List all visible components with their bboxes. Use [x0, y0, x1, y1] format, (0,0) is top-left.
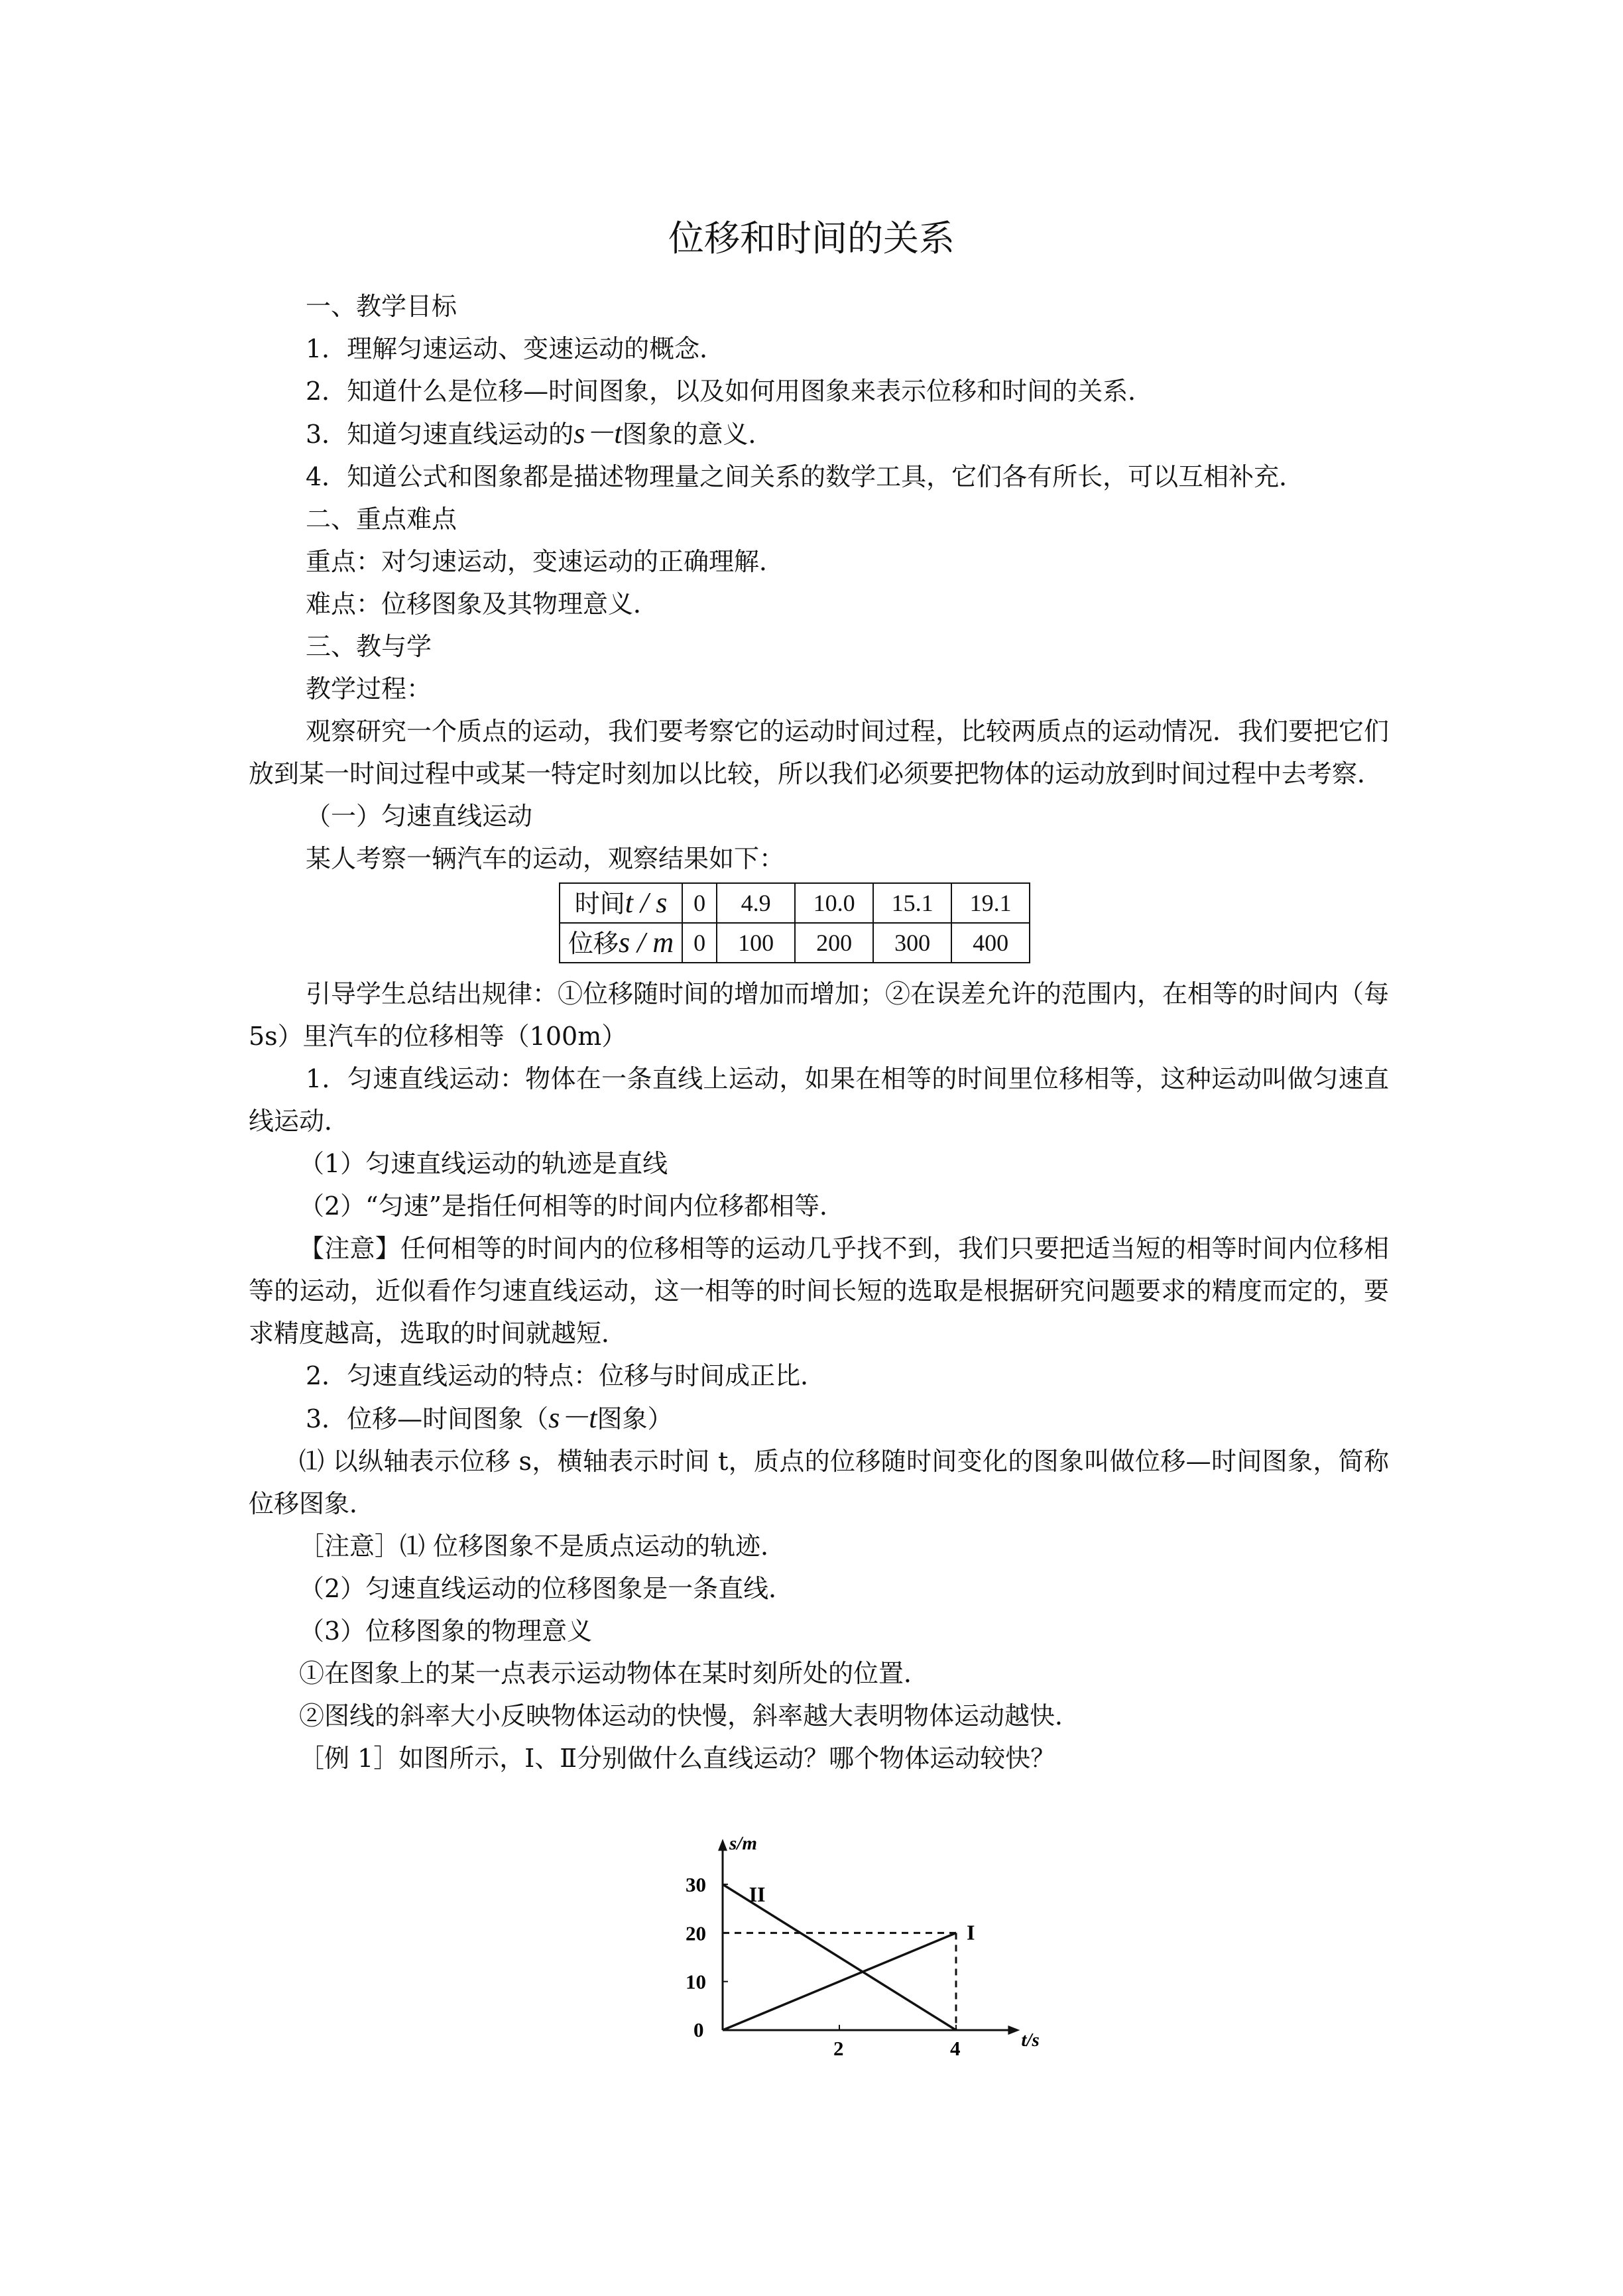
attention-note: 【注意】任何相等的时间内的位移相等的运动几乎找不到，我们只要把适当短的相等时间内位移相等的运动，近似看作匀速直线运动，这一相等的时间长短的选取是根据研究问题要求的精度而定的，要求精度越高，选取的时间就越短．	[249, 1234, 1389, 1348]
document-body	[249, 285, 1389, 2090]
table-cell: 19.1	[951, 883, 1030, 923]
intro-paragraph: 观察研究一个质点的运动，我们要考察它的运动时间过程，比较两质点的运动情况．我们要把它们放到某一时间过程中或某一特定时刻加以比较，所以我们必须要把物体的运动放到时间过程中去考察．	[249, 717, 1390, 788]
note-physical-meaning: （3）位移图象的物理意义	[299, 1616, 593, 1646]
goal-item-4: 4．知道公式和图象都是描述物理量之间关系的数学工具，它们各有所长，可以互相补充．	[306, 462, 1305, 491]
table-cell: 4.9	[717, 883, 795, 923]
goal-item-3-post: 图象的意义．	[622, 420, 774, 449]
x-axis-arrow	[1008, 2025, 1020, 2035]
table-cell: 100	[717, 923, 795, 963]
attention-note-graph: ［注意］⑴ 位移图象不是质点运动的轨迹．	[299, 1532, 786, 1561]
series-line-i	[723, 1933, 956, 2030]
difficult-point: 难点：位移图象及其物理意义．	[306, 589, 659, 619]
observation-intro: 某人考察一辆汽车的运动，观察结果如下：	[306, 844, 785, 873]
st-graph-heading	[249, 1397, 1389, 1440]
y-tick-label: 30	[686, 1873, 706, 1897]
series-label-ii: II	[749, 1882, 766, 1907]
y-tick-label: 10	[686, 1970, 706, 1994]
meaning-slope: ②图线的斜率大小反映物体运动的快慢，斜率越大表明物体运动越快．	[299, 1701, 1081, 1730]
table-cell: 0	[682, 923, 717, 963]
y-axis-label: s/m	[729, 1833, 757, 1854]
x-axis-label: t/s	[1021, 2029, 1040, 2051]
meaning-point: ①在图象上的某一点表示运动物体在某时刻所处的位置．	[299, 1659, 930, 1688]
goal-item-2: 2．知道什么是位移—时间图象，以及如何用图象来表示位移和时间的关系．	[306, 377, 1154, 406]
st-graph-definition: ⑴ 以纵轴表示位移 s，横轴表示时间 t，质点的位移随时间变化的图象叫做位移—时间图象，简称位移图象．	[249, 1447, 1389, 1518]
section-heading-keypoints: 二、重点难点	[306, 505, 457, 534]
observation-table	[559, 882, 1030, 963]
teaching-process-label: 教学过程：	[306, 674, 432, 703]
st-graph-heading-pre: 3．位移—时间图象（	[306, 1404, 549, 1433]
s-t-symbol: s－t	[573, 417, 623, 450]
table-row-time	[560, 883, 1030, 923]
section-heading-teaching: 三、教与学	[306, 632, 432, 661]
subsection-uniform-motion: （一）匀速直线运动	[306, 802, 533, 831]
series-label-i: I	[967, 1920, 975, 1945]
time-unit: t / s	[625, 886, 668, 919]
table-cell: 0	[682, 883, 717, 923]
s-t-symbol: s－t	[548, 1402, 597, 1434]
note-uniform: （2）“匀速”是指任何相等的时间内位移都相等．	[299, 1191, 845, 1221]
table-header-time	[560, 883, 682, 923]
example-1-question: ［例 1］如图所示，Ⅰ、Ⅱ分别做什么直线运动？哪个物体运动较快？	[299, 1744, 1056, 1773]
y-axis-arrow	[718, 1839, 727, 1850]
st-graph-heading-post: 图象）	[597, 1404, 673, 1433]
table-cell: 10.0	[795, 883, 873, 923]
table-header-displacement	[560, 923, 682, 963]
observation-table-container	[249, 880, 1389, 973]
st-chart	[676, 1805, 1040, 2090]
feature-uniform-motion: 2．匀速直线运动的特点：位移与时间成正比．	[306, 1361, 826, 1390]
section-heading-goals: 一、教学目标	[306, 292, 457, 321]
x-tick-label: 4	[950, 2037, 961, 2060]
definition-uniform-motion: 1．匀速直线运动：物体在一条直线上运动，如果在相等的时间里位移相等，这种运动叫做匀速直线运动．	[249, 1064, 1389, 1136]
origin-label: 0	[693, 2018, 704, 2041]
time-label: 时间	[574, 888, 625, 918]
key-point: 重点：对匀速运动，变速运动的正确理解．	[306, 547, 785, 576]
note-straight-line: （2）匀速直线运动的位移图象是一条直线．	[299, 1574, 794, 1603]
goal-item-1: 1．理解匀速运动、变速运动的概念．	[306, 334, 725, 363]
st-chart-container	[249, 1805, 1389, 2090]
goal-item-3	[249, 412, 1389, 455]
note-trajectory: （1）匀速直线运动的轨迹是直线	[299, 1149, 668, 1178]
displacement-label: 位移	[568, 928, 619, 958]
table-cell: 400	[951, 923, 1030, 963]
table-row-displacement	[560, 923, 1030, 963]
y-tick-label: 20	[686, 1921, 706, 1945]
displacement-unit: s / m	[619, 926, 674, 959]
x-tick-label: 2	[833, 2037, 844, 2060]
goal-item-3-pre: 3．知道匀速直线运动的	[306, 420, 574, 449]
rule-summary: 引导学生总结出规律：①位移随时间的增加而增加；②在误差允许的范围内，在相等的时间内（每5s）里汽车的位移相等（100m）	[249, 979, 1390, 1051]
table-cell: 300	[873, 923, 951, 963]
page-title: 位移和时间的关系	[668, 217, 955, 259]
table-cell: 15.1	[873, 883, 951, 923]
table-cell: 200	[795, 923, 873, 963]
